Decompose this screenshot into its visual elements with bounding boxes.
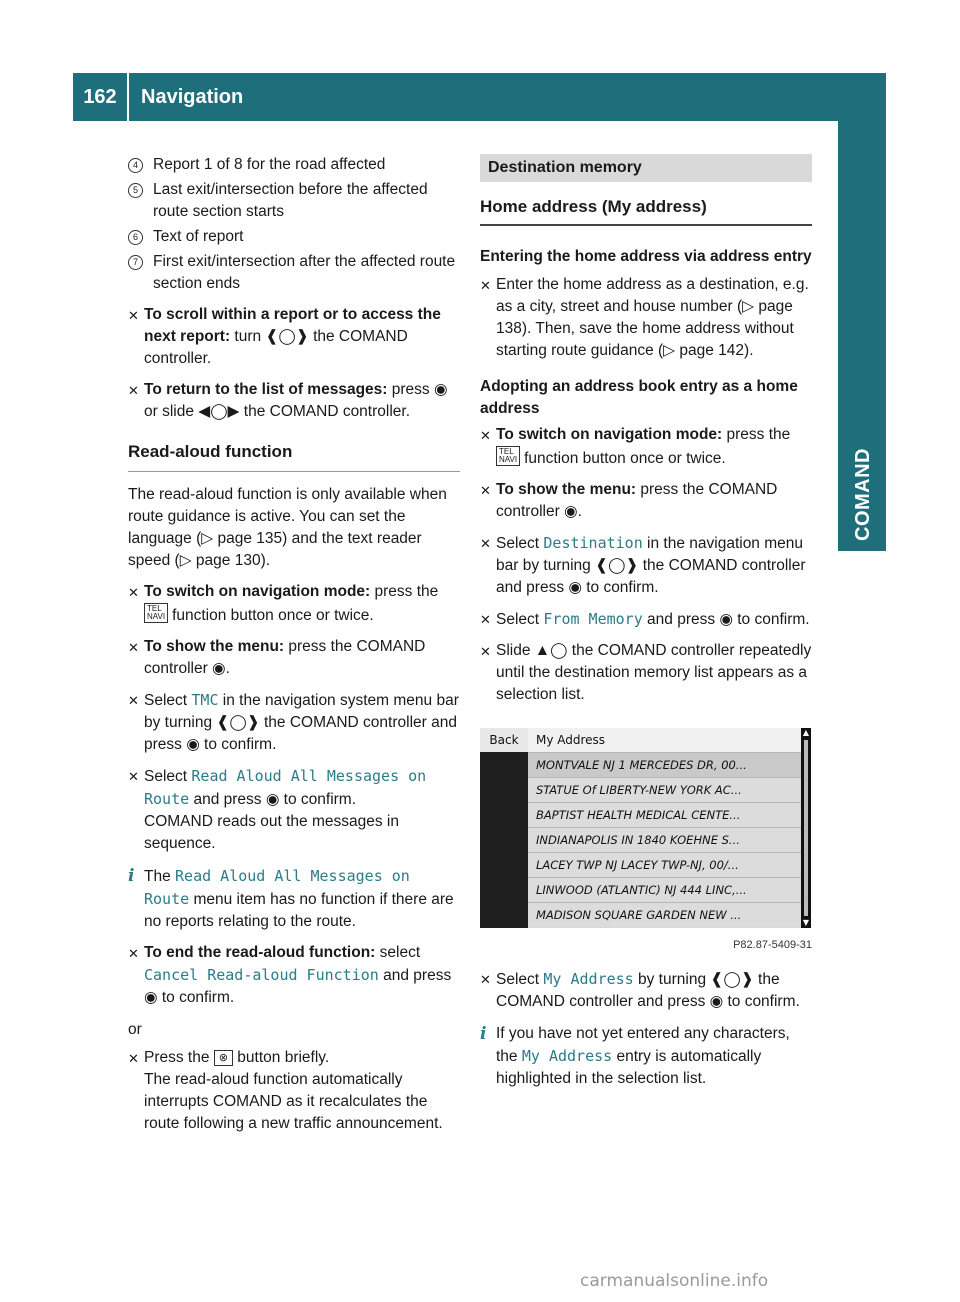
step-bold: To switch on navigation mode:	[144, 583, 371, 600]
step-text: Select	[144, 768, 192, 785]
list-item[interactable]: MONTVALE NJ 1 MERCEDES DR, 00...	[528, 752, 801, 777]
instruction-step	[128, 942, 460, 1009]
back-button[interactable]: Back	[480, 728, 528, 752]
list-item[interactable]: STATUE Of LIBERTY-NEW YORK AC...	[528, 777, 801, 802]
step-text: by turning ❰◯❱ the COMAND controller and press ◉ to confirm.	[496, 971, 800, 1010]
step-marker-icon: ✕	[480, 612, 491, 627]
legend-item	[128, 154, 460, 176]
step-text: Select	[144, 692, 192, 709]
heading-entering: Entering the home address via address entry	[480, 248, 812, 265]
step-marker-icon: ✕	[128, 946, 139, 961]
step-bold: To end the read-aloud function:	[144, 944, 376, 961]
list-item[interactable]: BAPTIST HEALTH MEDICAL CENTE...	[528, 802, 801, 827]
navi-button-icon: TEL NAVI	[496, 446, 520, 466]
instruction-step	[128, 689, 460, 756]
menu-item-label: From Memory	[543, 610, 643, 628]
list-item[interactable]: LINWOOD (ATLANTIC) NJ 444 LINC,...	[528, 877, 801, 902]
instruction-step	[128, 581, 460, 627]
step-marker-icon: ✕	[480, 972, 491, 987]
step-bold: To scroll within a report or to access the next report:	[144, 306, 441, 345]
legend-number: 7	[128, 255, 143, 270]
step-text: button briefly.	[233, 1049, 330, 1066]
right-column	[480, 154, 812, 1090]
step-text: Select	[496, 611, 544, 628]
step-text: The read-aloud function automatically interrupts COMAND as it recalculates the route following a new traffic announcement.	[144, 1071, 443, 1132]
legend-text: First exit/intersection after the affected route section ends	[153, 253, 456, 292]
back-panel	[480, 728, 528, 928]
info-icon: i	[480, 1024, 487, 1044]
step-marker-icon: ✕	[480, 536, 491, 551]
side-tab-label: COMAND	[852, 448, 874, 541]
menu-item-label: My Address	[521, 1047, 613, 1065]
step-text: COMAND reads out the messages in sequence.	[144, 813, 399, 852]
page-heading: Home address (My address)	[480, 196, 812, 226]
instruction-step	[480, 274, 812, 362]
list-item[interactable]: MADISON SQUARE GARDEN NEW ...	[528, 902, 801, 927]
step-text: press ◉ or slide ◀◯▶ the COMAND controller.	[144, 381, 448, 420]
step-bold: To switch on navigation mode:	[496, 426, 723, 443]
note-text: menu item has no function if there are no reports relating to the route.	[144, 891, 454, 930]
section-title: Navigation	[141, 86, 244, 108]
info-icon: i	[128, 866, 135, 886]
list-header[interactable]: My Address	[528, 728, 801, 752]
instruction-step	[480, 424, 812, 470]
step-text: Select	[496, 971, 544, 988]
menu-item-label: My Address	[543, 970, 634, 988]
instruction-step	[128, 304, 460, 370]
page-header	[73, 73, 886, 121]
heading-readaloud: Read-aloud function	[128, 441, 460, 472]
legend-number: 4	[128, 158, 143, 173]
step-bold: To return to the list of messages:	[144, 381, 388, 398]
step-text: select	[375, 944, 421, 961]
readaloud-intro: The read-aloud function is only available when route guidance is active. You can set the language (▷ page 135) and the text reader speed (▷ page 130).	[128, 486, 447, 569]
step-text: function button once or twice.	[172, 607, 374, 624]
list-item[interactable]: LACEY TWP NJ LACEY TWP-NJ, 00/...	[528, 852, 801, 877]
step-bold: To show the menu:	[496, 481, 637, 498]
comand-screen	[480, 728, 811, 928]
scroll-thumb[interactable]	[804, 740, 808, 916]
step-text: Slide ▲◯ the COMAND controller repeatedly until the destination memory list appears as a selection list.	[496, 642, 812, 703]
legend-item	[128, 179, 460, 223]
scrollbar[interactable]	[801, 728, 811, 928]
instruction-step	[480, 608, 812, 631]
step-text: in the navigation system menu bar by turning ❰◯❱ the COMAND controller and press ◉ to confirm.	[144, 692, 459, 753]
step-marker-icon: ✕	[128, 640, 139, 655]
menu-item-label: Cancel Read-aloud Function	[144, 966, 379, 984]
mute-button-icon: ⊗	[214, 1050, 233, 1066]
step-text: and press ◉ to confirm.	[189, 791, 357, 808]
scroll-down-icon[interactable]: ▼	[802, 918, 810, 927]
instruction-step	[128, 636, 460, 680]
step-text: press the	[722, 426, 791, 443]
step-marker-icon: ✕	[128, 1051, 139, 1066]
legend-number: 6	[128, 230, 143, 245]
navi-button-icon: TEL NAVI	[144, 603, 168, 623]
step-marker-icon: ✕	[128, 383, 139, 398]
step-marker-icon: ✕	[480, 278, 491, 293]
step-text: and press ◉ to confirm.	[144, 967, 452, 1006]
step-marker-icon: ✕	[128, 308, 139, 323]
or-text: or	[128, 1021, 142, 1038]
step-marker-icon: ✕	[480, 644, 491, 659]
instruction-step	[480, 968, 812, 1013]
step-marker-icon: ✕	[128, 693, 139, 708]
legend-text: Last exit/intersection before the affected route section starts	[153, 181, 428, 220]
info-note	[480, 1023, 812, 1090]
side-tab	[838, 121, 886, 551]
step-text: in the navigation menu bar by turning ❰◯❱ the COMAND controller and press ◉ to confirm.	[496, 535, 806, 596]
legend-text: Report 1 of 8 for the road affected	[153, 156, 386, 173]
menu-item-label: Destination	[543, 534, 643, 552]
heading-adopting: Adopting an address book entry as a home address	[480, 378, 798, 417]
menu-item-label: Read Aloud All Messages on Route	[144, 767, 427, 808]
watermark: carmanualsonline.info	[580, 1271, 769, 1291]
instruction-step	[128, 379, 460, 423]
step-marker-icon: ✕	[128, 769, 139, 784]
step-marker-icon: ✕	[480, 483, 491, 498]
step-bold: To show the menu:	[144, 638, 285, 655]
left-column	[128, 154, 460, 1135]
step-text: function button once or twice.	[524, 450, 726, 467]
step-marker-icon: ✕	[128, 585, 139, 600]
page-number: 162	[73, 73, 129, 121]
step-text: turn ❰◯❱ the COMAND controller.	[144, 328, 408, 367]
scroll-up-icon[interactable]: ▲	[802, 728, 810, 737]
legend-item	[128, 226, 460, 248]
note-text: entry is automatically highlighted in the selection list.	[496, 1048, 762, 1087]
step-text: press the COMAND controller ◉.	[144, 638, 426, 677]
section-banner: Destination memory	[480, 154, 812, 182]
step-text: Enter the home address as a destination, e.g. as a city, street and house number (▷ page 138). Then, save the home address without starting route guidance (▷ page 142).	[496, 276, 809, 359]
step-text: Select	[496, 535, 544, 552]
note-text: If you have not yet entered any characters, the	[496, 1025, 790, 1065]
info-note	[128, 865, 460, 933]
instruction-step	[480, 479, 812, 523]
list-item[interactable]: INDIANAPOLIS IN 1840 KOEHNE S...	[528, 827, 801, 852]
legend-number: 5	[128, 183, 143, 198]
step-text: and press ◉ to confirm.	[642, 611, 810, 628]
step-text: Press the	[144, 1049, 214, 1066]
step-text: press the	[370, 583, 439, 600]
menu-item-label: TMC	[191, 691, 219, 709]
legend-item	[128, 251, 460, 295]
address-list	[528, 728, 801, 928]
menu-item-label: Read Aloud All Messages on Route	[144, 867, 410, 908]
step-text: press the COMAND controller ◉.	[496, 481, 778, 520]
note-text: The	[144, 868, 176, 885]
instruction-step	[128, 765, 460, 855]
step-marker-icon: ✕	[480, 428, 491, 443]
instruction-step	[480, 640, 812, 706]
legend-text: Text of report	[153, 228, 244, 245]
instruction-step	[128, 1047, 460, 1135]
image-caption: P82.87-5409-31	[733, 939, 812, 951]
instruction-step	[480, 532, 812, 599]
